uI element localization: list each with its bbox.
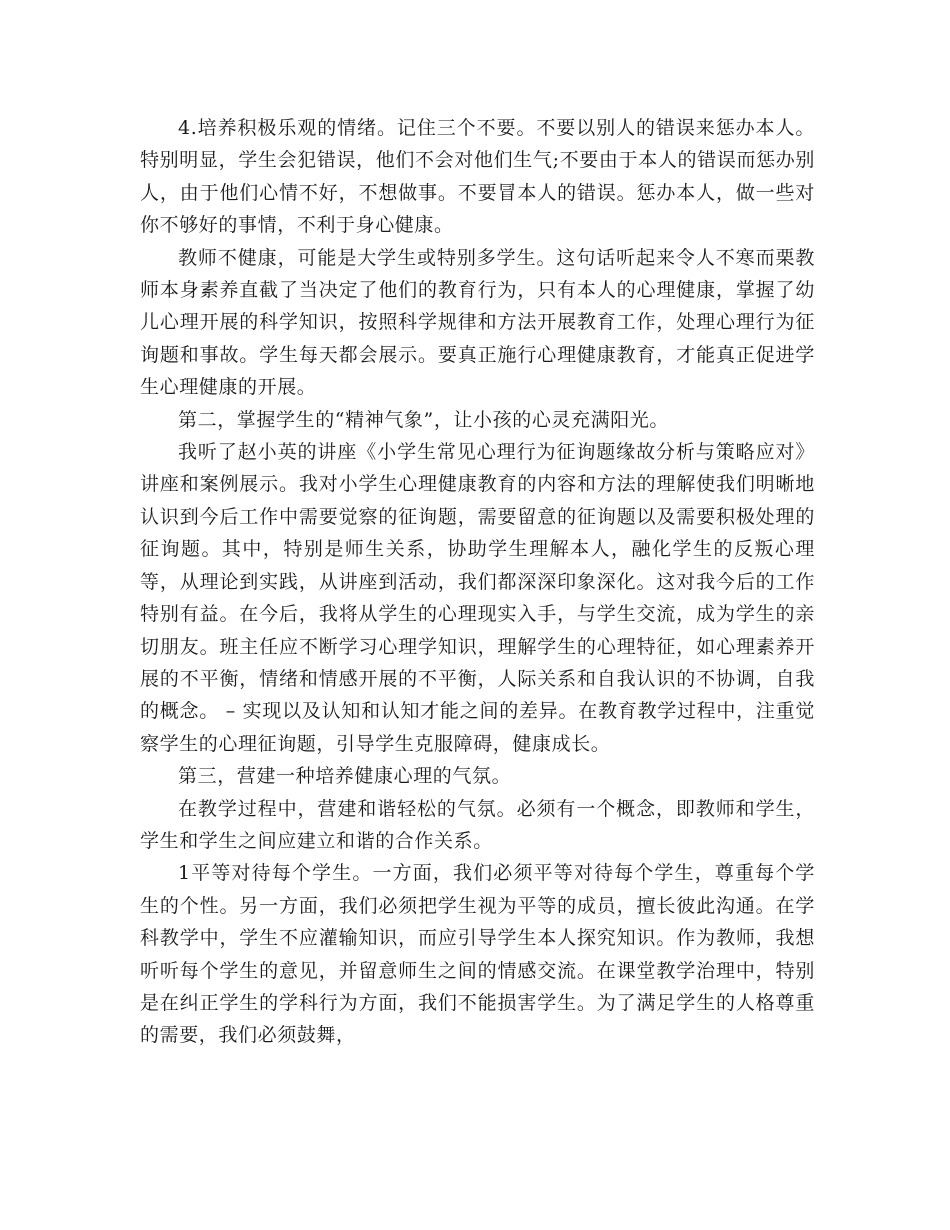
paragraph-3-heading: 第二，掌握学生的“精神气象”，让小孩的心灵充满阳光。 (178, 408, 670, 431)
paragraph-6: 在教学过程中，营建和谐轻松的气氛。必须有一个概念，即教师和学生，学生和学生之间应建立和谐的合作关系。 (140, 797, 815, 852)
paragraph-1: 4.培养积极乐观的情绪。记住三个不要。不要以别人的错误来惩办本人。特别明显，学生会犯错误，他们不会对他们生气;不要由于本人的错误而惩办别人，由于他们心情不好，不想做事。不要冒本人的错误。惩办本人，做一些对你不够好的事情，不利于身心健康。 (140, 117, 815, 237)
paragraph-2: 教师不健康，可能是大学生或特别多学生。这句话听起来令人不寒而栗教师本身素养直截了当决定了他们的教育行为，只有本人的心理健康，掌握了幼儿心理开展的科学知识，按照科学规律和方法开展教育工作，处理心理行为征询题和事故。学生每天都会展示。要真正施行心理健康教育，才能真正促进学生心理健康的开展。 (140, 246, 815, 399)
paragraph-7: 1平等对待每个学生。一方面，我们必须平等对待每个学生，尊重每个学生的个性。另一方面，我们必须把学生视为平等的成员，擅长彼此沟通。在学科教学中，学生不应灌输知识，而应引导学生本人探究知识。作为教师，我想听听每个学生的意见，并留意师生之间的情感交流。在课堂教学治理中，特别是在纠正学生的学科行为方面，我们不能损害学生。为了满足学生的人格尊重的需要，我们必须鼓舞， (140, 862, 815, 1047)
paragraph-5-heading: 第三，营建一种培养健康心理的气氛。 (178, 765, 512, 788)
document-page (140, 112, 815, 1052)
paragraph-4: 我听了赵小英的讲座《小学生常见心理行为征询题缘故分析与策略应对》讲座和案例展示。我对小学生心理健康教育的内容和方法的理解使我们明晰地认识到今后工作中需要觉察的征询题，需要留意的征询题以及需要积极处理的征询题。其中，特别是师生关系，协助学生理解本人，融化学生的反叛心理等，从理论到实践，从讲座到活动，我们都深深印象深化。这对我今后的工作特别有益。在今后，我将从学生的心理现实入手，与学生交流，成为学生的亲切朋友。班主任应不断学习心理学知识，理解学生的心理特征，如心理素养开展的不平衡，情绪和情感开展的不平衡，人际关系和自我认识的不协调，自我的概念。 – 实现以及认知和认知才能之间的差异。在教育教学过程中，注重觉察学生的心理征询题，引导学生克服障碍，健康成长。 (140, 441, 815, 755)
